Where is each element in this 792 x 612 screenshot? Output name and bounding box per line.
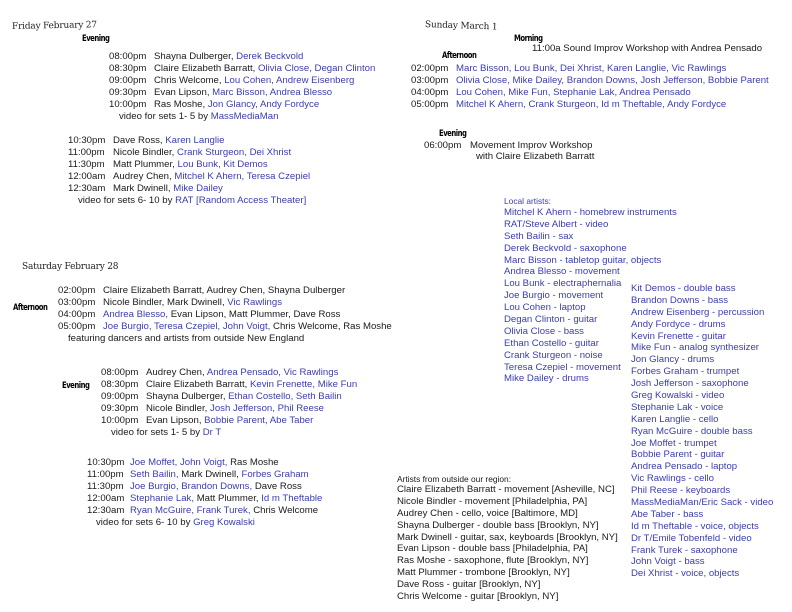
set-time: 08:30pm [109, 63, 147, 74]
local-performer: Brandon Downs [566, 75, 636, 86]
local-artists-header: Local artists: [504, 196, 552, 206]
local-artist-item: Degan Clinton - guitar [504, 314, 598, 326]
local-performer: Mike Fun [317, 379, 358, 390]
schedule-row [411, 99, 726, 111]
saturday-video-note-b [96, 517, 255, 529]
local-performer: Id m Theftable [261, 493, 323, 504]
separator: , [222, 391, 229, 402]
separator: , [201, 285, 207, 296]
set-time: 10:30pm [87, 457, 125, 468]
visiting-performer: Evan Lipson [154, 87, 207, 98]
separator: , [288, 309, 294, 320]
separator: , [217, 321, 223, 332]
local-artist-item: Mike Fun - analog synthesizer [631, 342, 759, 354]
local-artist-item: Andrew Eisenberg - percussion [631, 306, 765, 318]
visiting-performer: Claire Elizabeth Barratt [103, 285, 202, 296]
outside-artist-item: Mark Dwinell - guitar, sax, keyboards [Brooklyn, NY] [397, 531, 618, 543]
local-artist-item: Joe Moffet - trumpet [631, 437, 717, 449]
visiting-performer: Chris Welcome [154, 75, 219, 86]
local-performer: Bobbie Parent [204, 415, 265, 426]
sunday-morning-label: Morning [514, 33, 543, 43]
friday-day-label: Friday February 27 [11, 20, 97, 32]
separator: , [174, 457, 180, 468]
schedule-row [87, 505, 318, 517]
friday-video-note-a [119, 111, 278, 123]
separator: , [255, 99, 260, 110]
local-artist-item: Bobbie Parent - guitar [631, 449, 725, 461]
local-performer: Jon Glancy [207, 99, 256, 110]
separator: , [554, 63, 561, 74]
event-line-1: Movement Improv Workshop [470, 140, 593, 151]
visiting-performer: Nicole Bindler [146, 403, 205, 414]
separator: , [614, 87, 620, 98]
schedule-row [68, 171, 310, 183]
separator: , [249, 481, 255, 492]
local-artist-item: Teresa Czepiel - movement [504, 361, 621, 373]
local-performer: Andrea Pensado [619, 87, 691, 98]
separator: , [202, 367, 207, 378]
local-artist-item: Mike Dailey - drums [504, 373, 589, 385]
local-artist-item: Seth Bailin - sax [504, 230, 574, 242]
schedule-row [101, 403, 324, 415]
local-artist-item: Kevin Frenette - guitar [631, 330, 726, 342]
separator: , [601, 63, 607, 74]
local-performer: Forbes Graham [241, 469, 309, 480]
schedule-row [109, 51, 303, 63]
set-time: 09:30pm [101, 403, 139, 414]
local-performer: Olivia Close [456, 75, 508, 86]
schedule-row [68, 183, 223, 195]
separator: , [702, 75, 708, 86]
set-time: 04:00pm [58, 309, 96, 320]
schedule-row [87, 493, 322, 505]
local-performer: Kevin Frenette [250, 379, 313, 390]
set-time: 08:30pm [101, 379, 139, 390]
separator: , [161, 297, 168, 308]
separator: , [218, 159, 224, 170]
set-time: 12:00am [68, 171, 106, 182]
separator: , [271, 75, 276, 86]
local-performer: Andrew Eisenberg [275, 75, 355, 86]
local-performer: Seth Bailin [130, 469, 176, 480]
local-artist-item: Andy Fordyce - drums [631, 318, 726, 330]
separator: , [547, 87, 554, 98]
separator: , [502, 87, 509, 98]
local-performer: Mitchel K Ahern [174, 171, 242, 182]
local-artist-item: Joe Burgio - movement [504, 290, 604, 302]
schedule-row [87, 481, 302, 493]
set-time: 12:30am [87, 505, 125, 516]
local-artist-item: Phil Reese - keyboards [631, 485, 731, 497]
outside-artist-item: Audrey Chen - cello, voice [Baltimore, MD] [397, 507, 578, 519]
schedule-row [411, 63, 726, 75]
local-performer: Derek Beckvold [236, 51, 304, 62]
separator: , [165, 309, 171, 320]
local-artist-item: Crank Sturgeon - noise [504, 349, 603, 361]
separator: , [255, 493, 262, 504]
schedule-row [109, 99, 319, 111]
local-performer: Lou Bunk [514, 63, 555, 74]
visiting-performer: Mark Dwinell [167, 297, 222, 308]
local-performer: Dei Xhrist [560, 63, 602, 74]
video-note-prefix: video for sets 6- 10 by [78, 195, 176, 206]
schedule-row [101, 367, 338, 379]
separator: , [662, 99, 668, 110]
outside-artist-item: Matt Plummer - trombone [Brooklyn, NY] [397, 567, 570, 579]
visiting-performer: Matt Plummer [113, 159, 173, 170]
local-performer: Id m Theftable [601, 99, 663, 110]
local-performer: Ryan McGuire [130, 505, 192, 516]
separator: , [595, 99, 602, 110]
separator: , [202, 99, 208, 110]
local-performer: Mitchel K Ahern [456, 99, 524, 110]
set-time: 10:00pm [109, 99, 147, 110]
outside-artist-item: Chris Welcome - guitar [Brooklyn, NY] [397, 591, 559, 603]
video-credit: RAT [Random Access Theater] [175, 195, 307, 206]
video-credit: MassMediaMan [210, 111, 279, 122]
sunday-afternoon-label: Afternoon [442, 50, 477, 60]
separator: , [635, 75, 641, 86]
set-time: 06:00pm [424, 140, 462, 151]
video-note-prefix: video for sets 1- 5 by [119, 111, 211, 122]
local-performer: Bobbie Parent [707, 75, 769, 86]
visiting-performer: Claire Elizabeth Barratt [146, 379, 245, 390]
local-performer: Lou Cohen [456, 87, 503, 98]
local-artist-item: Karen Langlie - cello [631, 413, 719, 425]
visiting-performer: Matt Plummer [196, 493, 256, 504]
local-performer: Vic Rawlings [283, 367, 339, 378]
local-performer: Andrea Pensado [206, 367, 279, 378]
local-performer: Andy Fordyce [259, 99, 320, 110]
local-performer: Lou Bunk [177, 159, 219, 170]
visiting-performer: Nicole Bindler [103, 297, 162, 308]
local-performer: Andrea Blesso [269, 87, 333, 98]
visiting-performer: Evan Lipson [170, 309, 224, 320]
local-artist-item: Greg Kowalski - video [631, 390, 725, 402]
saturday-day-label: Saturday February 28 [22, 262, 119, 272]
visiting-performer: Shayna Dulberger [154, 51, 231, 62]
separator: , [337, 321, 344, 332]
local-artist-item: Ethan Costello - guitar [504, 337, 599, 349]
visiting-performer: Shayna Dulberger [146, 391, 223, 402]
separator: , [198, 415, 205, 426]
local-performer: Stephanie Lak [130, 493, 192, 504]
local-artist-item: Andrea Blesso - movement [504, 266, 620, 278]
outside-artists-header: Artists from outside our region: [397, 474, 512, 484]
set-time: 03:00pm [411, 75, 449, 86]
local-artist-item: Brandon Downs - bass [631, 294, 729, 306]
set-time: 11:30pm [68, 159, 105, 170]
separator: , [191, 505, 197, 516]
schedule-row [68, 159, 268, 171]
separator: , [561, 75, 567, 86]
separator: , [172, 159, 178, 170]
local-performer: Marc Bisson [212, 87, 265, 98]
video-note-prefix: video for sets 6- 10 by [96, 517, 194, 528]
local-performer: Brandon Downs [181, 481, 250, 492]
local-performer: Crank Sturgeon [528, 99, 596, 110]
local-performer: Abe Taber [269, 415, 314, 426]
local-performer: Frank Turek [196, 505, 248, 516]
local-performer: Phil Reese [277, 403, 324, 414]
visiting-performer: Dave Ross [293, 309, 341, 320]
schedule-row [109, 87, 332, 99]
separator: , [171, 147, 178, 158]
set-time: 08:00pm [101, 367, 139, 378]
local-artists-column-2 [631, 283, 773, 580]
local-performer: Joe Burgio [103, 321, 149, 332]
separator: , [218, 75, 225, 86]
local-artist-item: Ryan McGuire - double bass [631, 425, 753, 437]
local-artist-item: Stephanie Lak - voice [631, 401, 724, 413]
separator: , [272, 403, 278, 414]
set-time: 11:00pm [68, 147, 105, 158]
local-performer: Olivia Close [258, 63, 310, 74]
visiting-performer: Audrey Chen [113, 171, 169, 182]
local-artist-item: Dr T/Emile Tobenfeld - video [631, 532, 752, 544]
schedule-row [87, 469, 309, 481]
video-note-prefix: video for sets 1- 5 by [111, 427, 203, 438]
local-artist-item: Olivia Close - bass [504, 325, 584, 337]
set-time: 11:30pm [87, 481, 124, 492]
local-performer: Dei Xhrist [249, 147, 292, 158]
local-performer: Josh Jefferson [640, 75, 703, 86]
separator: , [169, 171, 175, 182]
visiting-performer: Evan Lipson [146, 415, 199, 426]
schedule-row [58, 309, 340, 321]
separator: , [244, 379, 250, 390]
visiting-performer: Chris Welcome [253, 505, 319, 516]
set-time: 02:00pm [411, 63, 449, 74]
local-artist-item: Dei Xhrist - voice, objects [631, 568, 740, 580]
separator: , [167, 183, 174, 194]
separator: , [224, 457, 231, 468]
separator: , [312, 379, 318, 390]
local-performer: Andrea Blesso [103, 309, 166, 320]
local-performer: Mike Fun [508, 87, 548, 98]
separator: , [507, 75, 513, 86]
set-time: 10:00pm [101, 415, 139, 426]
local-performer: John Voigt [179, 457, 225, 468]
outside-artist-item: Claire Elizabeth Barratt - movement [Asheville, NC] [397, 484, 615, 495]
set-time: 10:30pm [68, 135, 106, 146]
local-performer: Joe Moffet [130, 457, 175, 468]
separator: , [159, 135, 166, 146]
video-credit: Dr T [202, 427, 222, 438]
sunday-evening-event-line-2: with Claire Elizabeth Barratt [476, 151, 595, 162]
local-artist-item: Kit Demos - double bass [631, 283, 736, 294]
separator: , [247, 505, 254, 516]
outside-artist-item: Ras Moshe - saxophone, flute [Brooklyn, NY] [397, 555, 589, 567]
separator: , [267, 321, 274, 332]
visiting-performer: Ras Moshe [230, 457, 279, 468]
local-artist-item: Derek Beckvold - saxophone [504, 242, 627, 254]
set-time: 03:00pm [58, 297, 96, 308]
visiting-performer: Mark Dwinell [113, 183, 168, 194]
set-time: 05:00pm [58, 321, 96, 332]
local-performer: Vic Rawlings [227, 297, 283, 308]
schedule-row [109, 63, 375, 75]
local-performer: Ethan Costello [228, 391, 291, 402]
separator: , [262, 285, 268, 296]
visiting-performer: Nicole Bindler [113, 147, 172, 158]
local-artist-item: Andrea Pensado - laptop [631, 461, 738, 473]
friday-video-note-b [78, 195, 306, 207]
local-artist-item: Lou Cohen - laptop [504, 302, 586, 314]
separator: , [221, 297, 228, 308]
separator: , [523, 99, 529, 110]
separator: , [241, 171, 247, 182]
outside-artists-list [397, 484, 618, 603]
video-credit: Greg Kowalski [193, 517, 255, 528]
separator: , [204, 403, 211, 414]
local-artist-item: Frank Turek - saxophone [631, 544, 738, 556]
schedule-row [411, 87, 691, 99]
friday-evening-label: Evening [82, 33, 110, 43]
saturday-afternoon-label: Afternoon [13, 302, 48, 312]
schedule-row [68, 135, 224, 147]
sunday-evening-label: Evening [439, 128, 467, 138]
set-time: 08:00pm [109, 51, 147, 62]
separator: , [264, 415, 270, 426]
local-artist-item: Josh Jefferson - saxophone [631, 378, 749, 390]
local-performer: Vic Rawlings [671, 63, 727, 74]
schedule-row [87, 457, 279, 469]
local-performer: Crank Sturgeon [177, 147, 245, 158]
separator: , [264, 87, 270, 98]
local-artist-item: RAT/Steve Albert - video [504, 218, 609, 230]
local-performer: Mike Dailey [173, 183, 223, 194]
schedule-row [101, 379, 357, 391]
separator: , [290, 391, 296, 402]
visiting-performer: Audrey Chen [146, 367, 202, 378]
local-artist-item: Vic Rawlings - cello [631, 473, 714, 485]
local-artist-item: Mitchel K Ahern - homebrew instruments [504, 207, 677, 218]
visiting-performer: Shayna Dulberger [267, 285, 346, 296]
sunday-morning-event: 11:00a Sound Improv Workshop with Andrea Pensado [532, 43, 763, 54]
visiting-performer: Claire Elizabeth Barratt [154, 63, 253, 74]
separator: , [206, 87, 213, 98]
local-artist-item: Id m Theftable - voice, objects [631, 520, 759, 532]
separator: , [244, 147, 250, 158]
visiting-performer: Matt Plummer [228, 309, 289, 320]
local-performer: Karen Langlie [606, 63, 667, 74]
local-performer: Teresa Czepiel [154, 321, 218, 332]
local-artist-item: Forbes Graham - trumpet [631, 366, 740, 378]
visiting-performer: Ras Moshe [343, 321, 392, 332]
visiting-performer: Chris Welcome [273, 321, 338, 332]
separator: , [223, 309, 229, 320]
local-artist-item: Jon Glancy - drums [631, 354, 715, 366]
local-performer: Karen Langlie [165, 135, 225, 146]
separator: , [252, 63, 258, 74]
separator: , [236, 469, 242, 480]
separator: , [191, 493, 197, 504]
local-performer: Degan Clinton [314, 63, 376, 74]
schedule-row [68, 147, 291, 159]
saturday-evening-label: Evening [62, 380, 90, 390]
local-artist-item: Marc Bisson - tabletop guitar, objects [504, 254, 662, 266]
local-performer: Kit Demos [223, 159, 268, 170]
schedule-row [411, 75, 769, 87]
local-artist-item: John Voigt - bass [631, 556, 705, 568]
visiting-performer: Dave Ross [254, 481, 302, 492]
outside-artist-item: Dave Ross - guitar [Brooklyn, NY] [397, 579, 541, 591]
visiting-performer: Ras Moshe [154, 99, 203, 110]
separator: , [508, 63, 515, 74]
local-artist-item: Abe Taber - bass [631, 508, 704, 520]
set-time: 05:00pm [411, 99, 449, 110]
separator: , [175, 469, 182, 480]
separator: , [309, 63, 315, 74]
set-time: 09:00pm [109, 75, 147, 86]
outside-artist-item: Evan Lipson - double bass [Philadelphia, PA] [397, 543, 588, 555]
schedule-row [109, 75, 354, 87]
separator: , [666, 63, 672, 74]
outside-artist-item: Shayna Dulberger - double bass [Brooklyn, NY] [397, 519, 599, 531]
set-time: 12:00am [87, 493, 125, 504]
sunday-day-label: Sunday March 1 [424, 20, 498, 33]
separator: , [148, 321, 155, 332]
separator: , [278, 367, 284, 378]
visiting-performer: Mark Dwinell [181, 469, 237, 480]
schedule-row [58, 297, 282, 309]
local-performer: Teresa Czepiel [246, 171, 311, 182]
local-performer: Marc Bisson [456, 63, 509, 74]
visiting-performer: Audrey Chen [206, 285, 263, 296]
local-performer: John Voigt [222, 321, 268, 332]
separator: , [230, 51, 237, 62]
local-performer: Josh Jefferson [210, 403, 273, 414]
set-time: 12:30am [68, 183, 106, 194]
set-time: 11:00pm [87, 469, 124, 480]
set-time: 09:00pm [101, 391, 139, 402]
outside-artist-item: Nicole Bindler - movement [Philadelphia, PA] [397, 495, 588, 507]
saturday-video-note-a [111, 427, 221, 439]
separator: , [175, 481, 182, 492]
local-performer: Stephanie Lak [553, 87, 615, 98]
local-performer: Seth Bailin [295, 391, 342, 402]
local-performer: Lou Cohen [224, 75, 272, 86]
schedule-row [101, 415, 313, 427]
saturday-afternoon-note: featuring dancers and artists from outside New England [68, 333, 305, 344]
local-performer: Andy Fordyce [667, 99, 727, 110]
set-time: 09:30pm [109, 87, 147, 98]
local-performer: Mike Dailey [512, 75, 562, 86]
set-time: 04:00pm [411, 87, 449, 98]
local-performer: Joe Burgio [130, 481, 176, 492]
schedule-row [58, 321, 392, 333]
visiting-performer: Dave Ross [113, 135, 160, 146]
schedule-row [101, 391, 342, 403]
set-time: 02:00pm [58, 285, 96, 296]
local-artist-item: Lou Bunk - electraphernalia [504, 278, 622, 290]
local-artist-item: MassMediaMan/Eric Sack - video [631, 497, 774, 509]
schedule-row [58, 285, 345, 297]
